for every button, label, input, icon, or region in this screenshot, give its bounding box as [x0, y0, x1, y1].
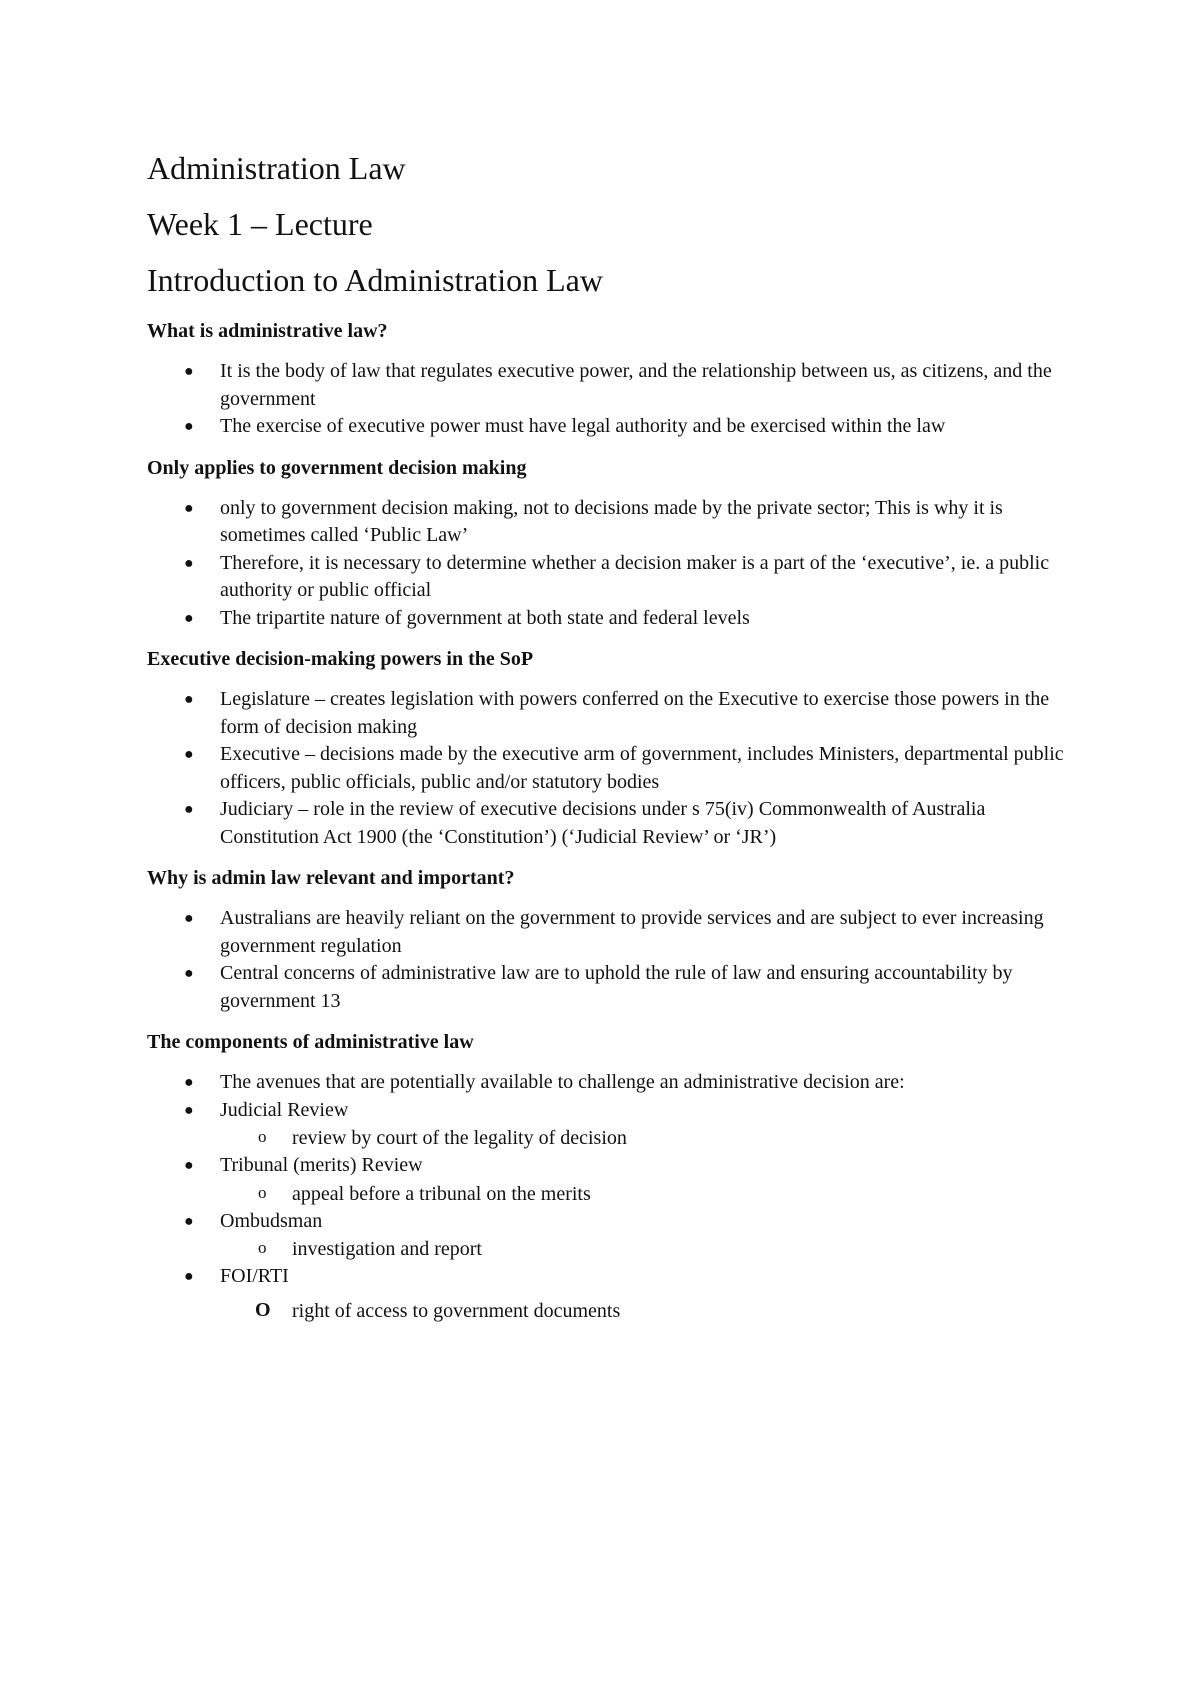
- sub-list-item: O right of access to government documents: [255, 1298, 621, 1322]
- bullet-icon: ●: [184, 1157, 194, 1174]
- list-item: ● FOI/RTI: [147, 1263, 1077, 1291]
- bullet-list: [147, 495, 1077, 633]
- list-item: ● Australians are heavily reliant on the government to provide services and are subject to ever increasing government regulation: [184, 907, 1044, 957]
- bullet-icon: ●: [184, 1074, 194, 1091]
- bullet-icon: ●: [184, 1212, 194, 1230]
- bullet-list: [147, 1069, 1077, 1325]
- section-heading: Only applies to government decision making: [147, 456, 527, 479]
- bullet-icon: ●: [184, 1268, 194, 1285]
- sub-list-item: o appeal before a tribunal on the merits: [147, 1180, 1077, 1208]
- list-item: ● Executive – decisions made by the executive arm of government, includes Ministers, departmental public officers, public officials, public and/or statutory bodies: [184, 743, 1064, 793]
- list-item: ● The tripartite nature of government at both state and federal levels: [147, 605, 1077, 633]
- circle-bullet-icon: o: [258, 1238, 267, 1257]
- section-heading: The components of administrative law: [147, 1031, 474, 1053]
- section-heading: What is administrative law?: [147, 320, 388, 342]
- sub-list-item: o review by court of the legality of decision: [147, 1124, 1077, 1152]
- document-content: [147, 140, 1077, 1339]
- bullet-list: [147, 905, 1077, 1015]
- bullet-icon: ●: [184, 965, 194, 982]
- lecture-title: Introduction to Administration Law: [147, 262, 603, 298]
- bullet-icon: ●: [184, 609, 194, 627]
- list-item: ● Central concerns of administrative law are to uphold the rule of law and ensuring accountability by government 13: [184, 962, 1013, 1012]
- bullet-icon: ●: [184, 1101, 194, 1119]
- bullet-icon: ●: [184, 418, 194, 435]
- list-item: ● The exercise of executive power must have legal authority and be exercised within the law: [147, 413, 1077, 441]
- bullet-icon: ●: [184, 691, 194, 708]
- bullet-icon: ●: [184, 554, 194, 572]
- document-title: Administration Law: [147, 150, 406, 186]
- list-item: ● Judiciary – role in the review of executive decisions under s 75(iv) Commonwealth of Australia Constitution Act 1900 (the ‘Constitution’) (‘Judicial Review’ or ‘JR’): [184, 798, 986, 848]
- section-heading: Executive decision-making powers in the SoP: [147, 648, 534, 670]
- bullet-icon: ●: [184, 499, 194, 517]
- sub-list-item: o investigation and report: [147, 1235, 1077, 1263]
- list-item: ● It is the body of law that regulates executive power, and the relationship between us, as citizens, and the government: [184, 360, 1052, 410]
- list-item: ● Tribunal (merits) Review: [147, 1152, 1077, 1180]
- bullet-list: [147, 358, 1077, 441]
- circle-bullet-icon: o: [258, 1127, 267, 1146]
- bullet-icon: ●: [184, 801, 194, 818]
- list-item: ● only to government decision making, not to decisions made by the private sector; This is why it is sometimes called ‘Public Law’: [184, 496, 1003, 546]
- bullet-icon: ●: [184, 746, 194, 763]
- list-item: ● Legislature – creates legislation with powers conferred on the Executive to exercise those powers in the form of decision making: [184, 688, 1050, 738]
- list-item: ● The avenues that are potentially available to challenge an administrative decision are:: [147, 1069, 1077, 1097]
- bullet-list: [147, 686, 1077, 851]
- week-title: Week 1 – Lecture: [147, 206, 373, 242]
- bullet-icon: ●: [184, 910, 194, 927]
- circle-bullet-icon: O: [255, 1298, 271, 1321]
- section-heading: Why is admin law relevant and important?: [147, 867, 515, 889]
- list-item: ● Ombudsman: [147, 1208, 1077, 1236]
- circle-bullet-icon: o: [258, 1182, 267, 1202]
- list-item: ● Therefore, it is necessary to determine whether a decision maker is a part of the ‘executive’, ie. a public authority or public official: [184, 551, 1050, 601]
- bullet-icon: ●: [184, 363, 194, 380]
- list-item: ● Judicial Review: [147, 1097, 1077, 1125]
